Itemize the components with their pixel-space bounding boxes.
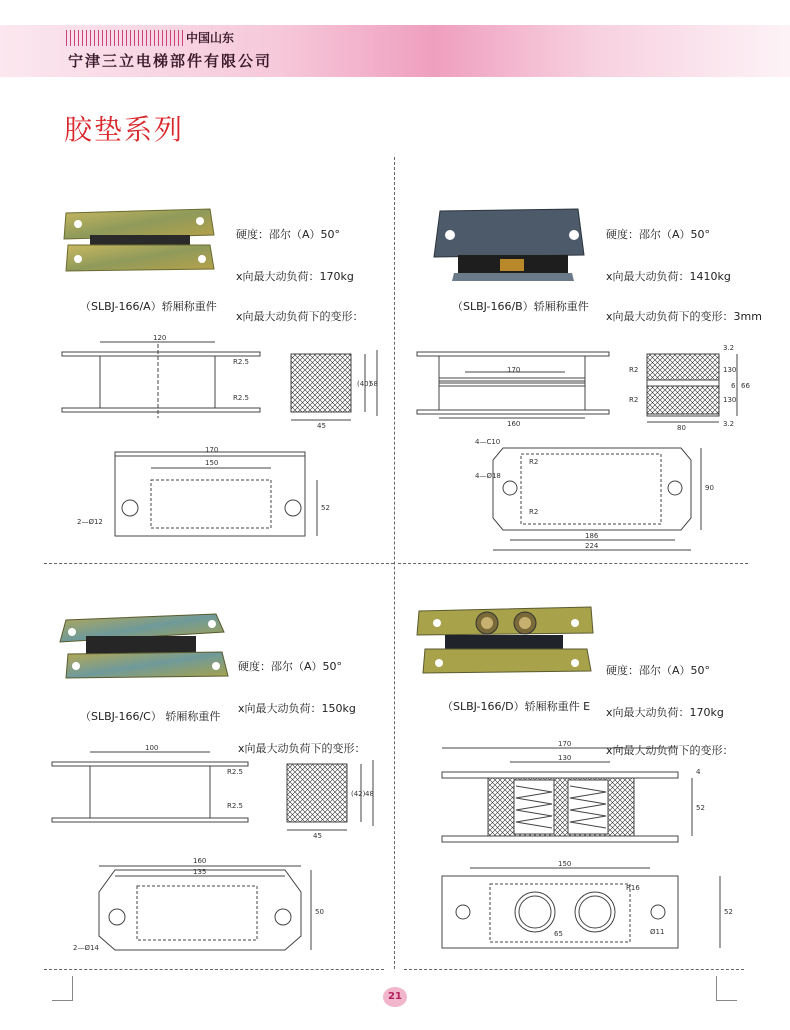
dim-d-plate: 150	[558, 860, 572, 868]
dim-a-inner: 150	[205, 459, 219, 467]
dim-c-len: 160	[193, 857, 207, 865]
dim-b-h2: 130	[723, 396, 737, 404]
dim-a-h1: (40)	[357, 380, 372, 388]
dim-d-len: 170	[558, 740, 572, 748]
dim-b-h1: 130	[723, 366, 737, 374]
dim-b-rb: R2	[529, 508, 539, 516]
bottom-divider-left	[44, 969, 384, 970]
dim-d-hgt: 52	[724, 908, 733, 916]
product-c-load: x向最大动负荷：150kg	[238, 702, 356, 715]
dim-c-w: 45	[313, 832, 322, 840]
dim-a-r2: R2.5	[233, 394, 249, 402]
dim-c-r2: R2.5	[227, 802, 243, 810]
dim-a-len: 170	[205, 446, 219, 454]
bottom-divider-right	[404, 969, 744, 970]
dim-b-c: 4—C10	[475, 438, 501, 446]
product-a-deformation: x向最大动负荷下的变形：	[236, 310, 364, 323]
dim-c-plate: 100	[145, 744, 159, 752]
product-a-caption: （SLBJ-166/A）轿厢称重件	[80, 300, 217, 313]
dim-b-r1: R2	[629, 366, 639, 374]
header-stripes	[66, 30, 184, 46]
page-number: 21	[383, 987, 407, 1007]
page-title: 胶垫系列	[64, 113, 185, 146]
product-d-drawing	[430, 740, 750, 962]
dim-a-hgt: 52	[321, 504, 330, 512]
product-d-hardness: 硬度：邵尔（A）50°	[606, 664, 711, 677]
dim-c-h1: (42)	[351, 790, 366, 798]
dim-d-t: 4	[696, 768, 701, 776]
dim-a-plate: 120	[153, 334, 167, 342]
corner-mark-left	[52, 976, 73, 1001]
dim-a-r1: R2.5	[233, 358, 249, 366]
dim-b-plate: 170	[507, 366, 521, 374]
product-b-caption: （SLBJ-166/B）轿厢称重件	[452, 300, 589, 313]
product-b-load: x向最大动负荷：1410kg	[606, 270, 731, 283]
product-d-deformation: x向最大动负荷下的变形：	[606, 744, 734, 757]
dim-b-total: 224	[585, 542, 599, 550]
product-b-photo	[430, 205, 590, 285]
product-b-hardness: 硬度：邵尔（A）50°	[606, 228, 711, 241]
product-a-load: x向最大动负荷：170kg	[236, 270, 354, 283]
dim-b-base: 160	[507, 420, 521, 428]
product-b-deformation: x向最大动负荷下的变形：3mm	[606, 310, 762, 323]
product-c-caption: （SLBJ-166/C） 轿厢称重件	[80, 710, 221, 723]
product-a-drawing	[55, 330, 385, 560]
product-d-load: x向最大动负荷：170kg	[606, 706, 724, 719]
horizontal-divider-right	[398, 563, 748, 564]
dim-a-w: 45	[317, 422, 326, 430]
product-a-photo	[60, 205, 220, 285]
dim-b-hh: 6	[731, 382, 736, 390]
dim-b-hgt: 90	[705, 484, 714, 492]
dim-b-t1: 3.2	[723, 344, 735, 352]
product-a-hardness: 硬度：邵尔（A）50°	[236, 228, 341, 241]
dim-b-r2: R2	[629, 396, 639, 404]
dim-c-holes: 2—Ø14	[73, 944, 99, 952]
product-d-caption: （SLBJ-166/D）轿厢称重件 E	[442, 700, 591, 713]
dim-a-holes: 2—Ø12	[77, 518, 103, 526]
product-c-deformation: x向最大动负荷下的变形：	[238, 742, 366, 755]
dim-d-h: 52	[696, 804, 705, 812]
dim-d-d: 65	[554, 930, 563, 938]
product-b-drawing	[405, 330, 750, 560]
dim-b-hole: 4—Ø18	[475, 472, 501, 480]
dim-b-len: 186	[585, 532, 599, 540]
header-region: 中国山东	[186, 31, 235, 45]
product-c-photo	[52, 610, 232, 690]
dim-b-ra: R2	[529, 458, 539, 466]
dim-c-inner: 135	[193, 868, 207, 876]
dim-c-h2: 48	[365, 790, 374, 798]
dim-b-w: 80	[677, 424, 686, 432]
dim-c-hgt: 50	[315, 908, 324, 916]
vertical-divider	[394, 157, 395, 969]
dim-b-t2: 3.2	[723, 420, 735, 428]
corner-mark-right	[716, 976, 737, 1001]
horizontal-divider-left	[44, 563, 394, 564]
dim-d-inner: 130	[558, 754, 572, 762]
product-c-hardness: 硬度：邵尔（A）50°	[238, 660, 343, 673]
product-c-drawing	[45, 742, 380, 962]
dim-a-h2: 58	[369, 380, 378, 388]
dim-d-hole: Ø11	[650, 928, 665, 936]
dim-c-r1: R2.5	[227, 768, 243, 776]
product-d-photo	[415, 605, 595, 690]
dim-d-r: R16	[626, 884, 640, 892]
dim-b-tot: 66	[741, 382, 750, 390]
header-company: 宁津三立电梯部件有限公司	[68, 52, 273, 70]
